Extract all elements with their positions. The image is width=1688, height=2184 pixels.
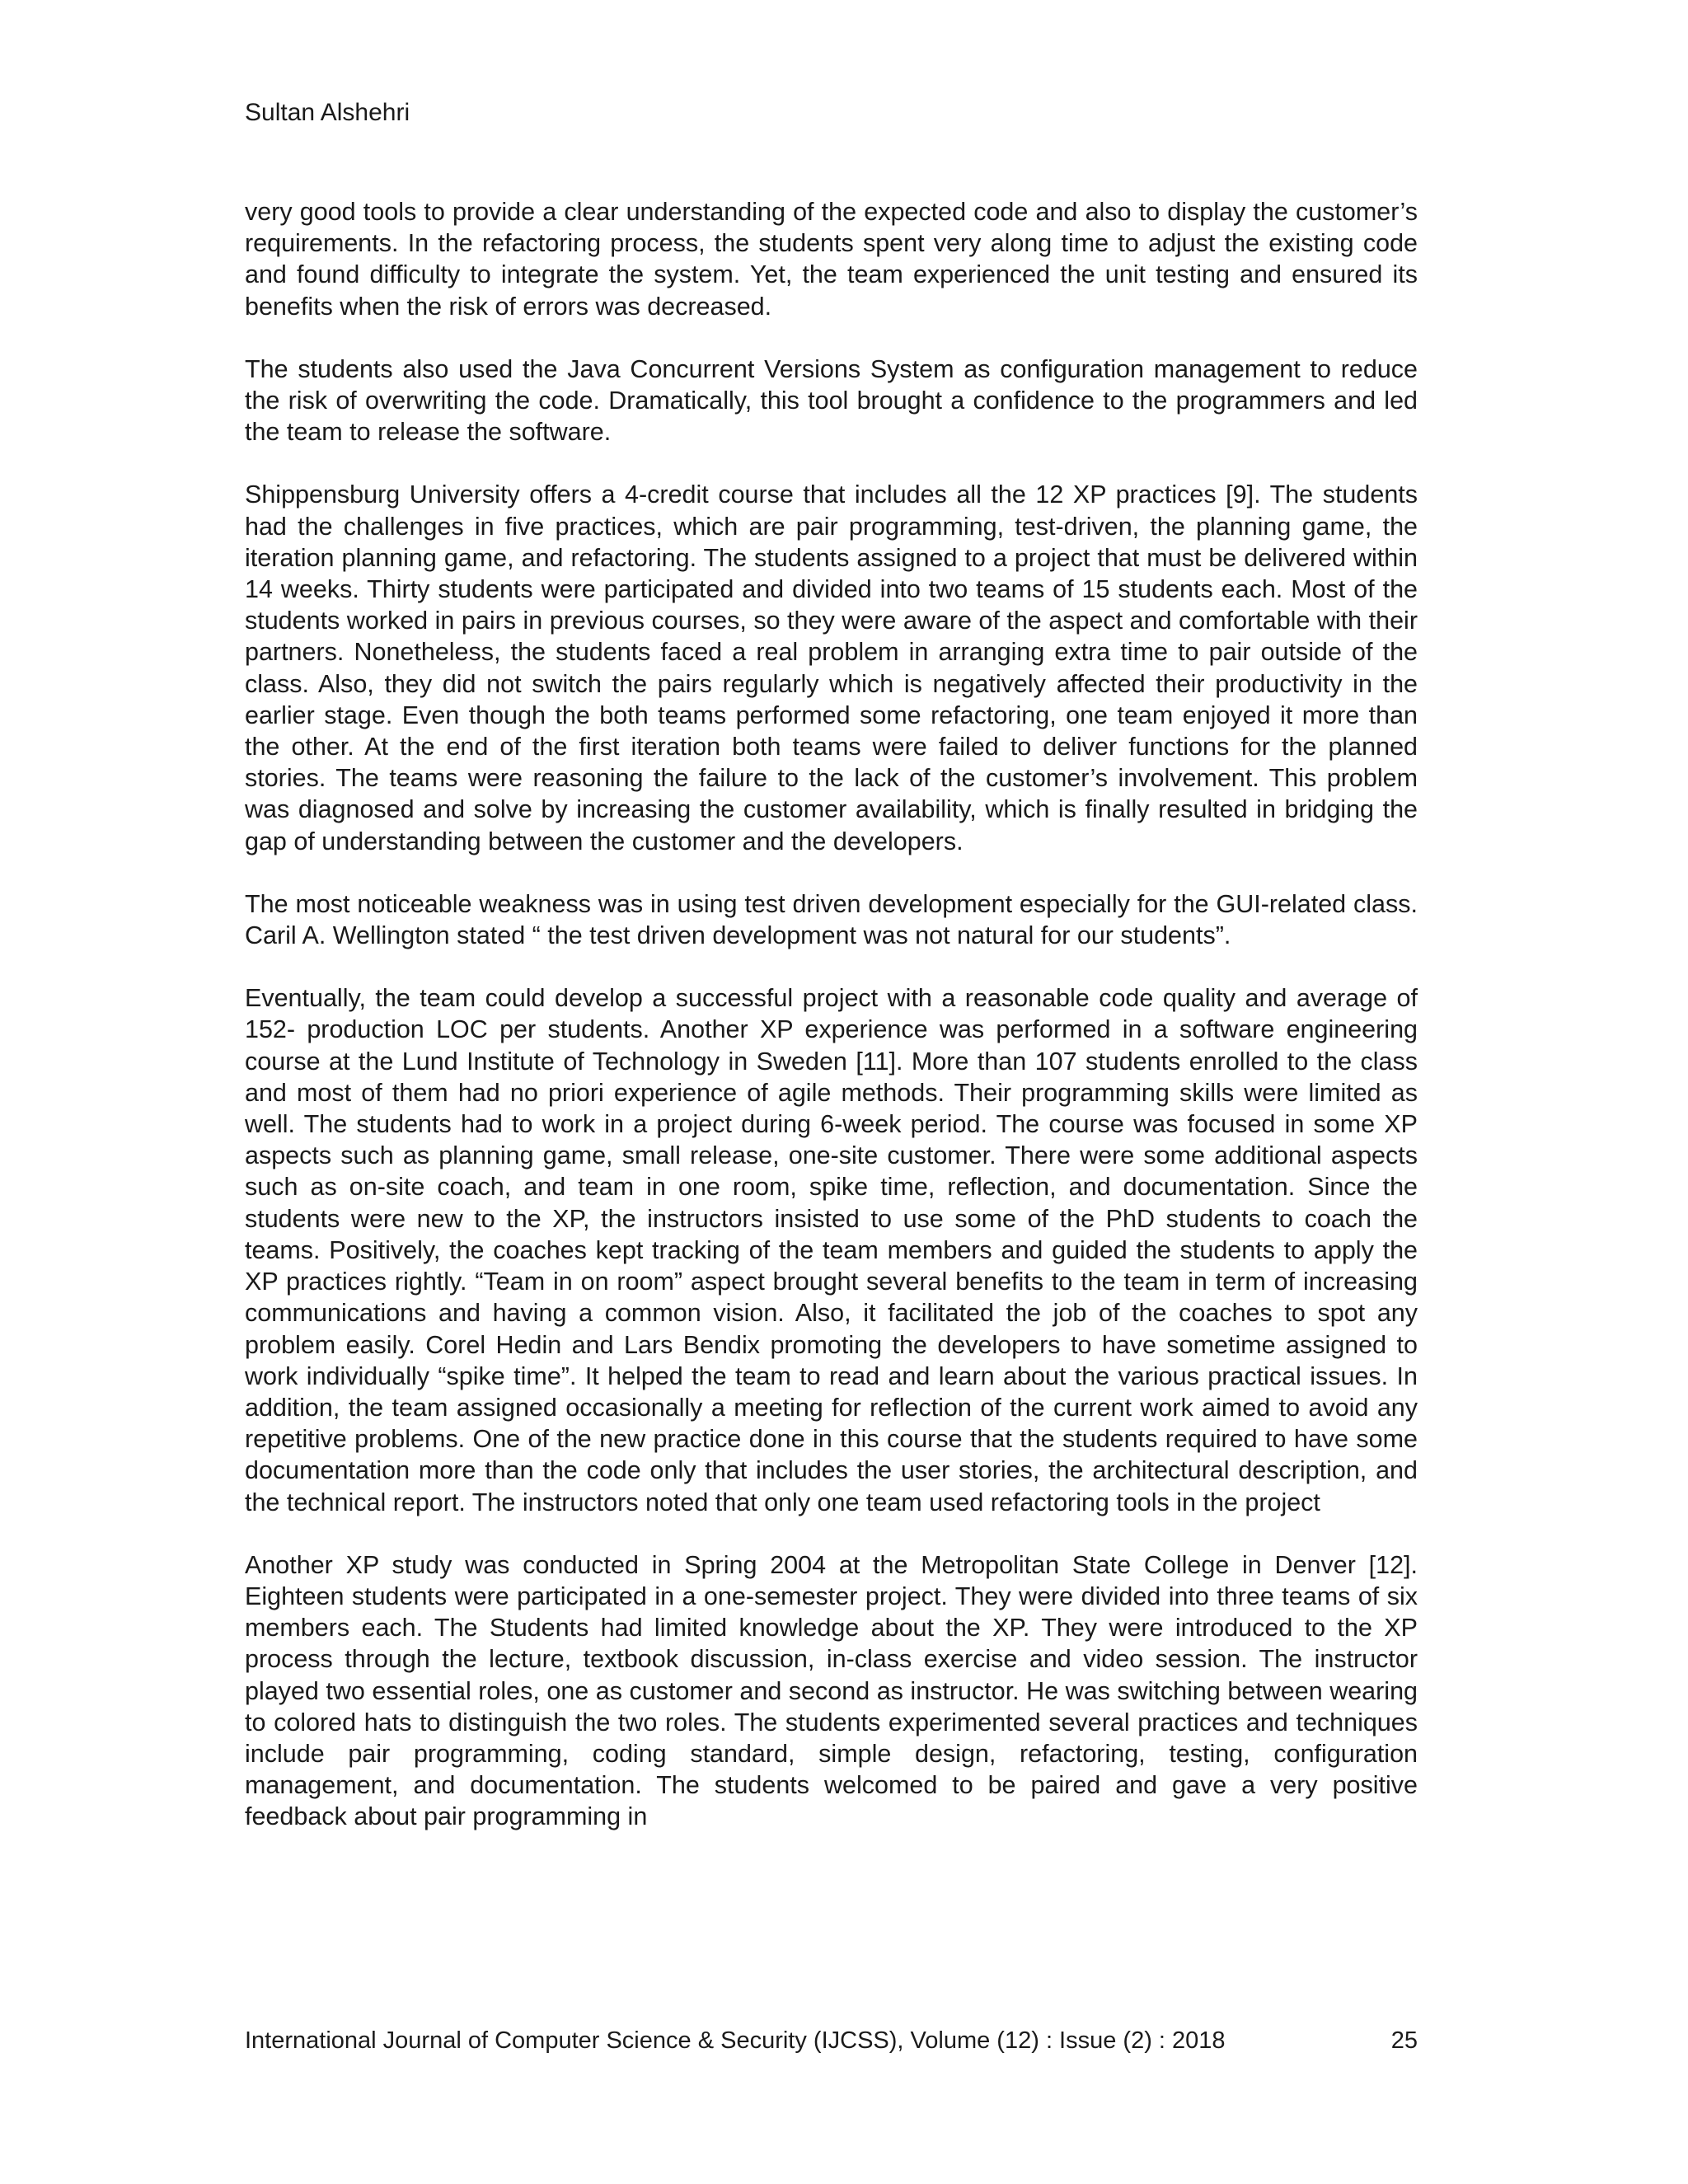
body-text [245,196,1418,1864]
footer-journal-citation: International Journal of Computer Science & Security (IJCSS), Volume (12) : Issue (2) : 2018 [245,2027,1226,2054]
footer-page-number: 25 [1390,2027,1418,2054]
paragraph: Shippensburg University offers a 4-credit course that includes all the 12 XP practices [9]. The students had the challenges in five practices, which are pair programming, test-driven, the planning game, the iteration planning game, and refactoring. The students assigned to a project that must be delivered within 14 weeks. Thirty students were participated and divided into two teams of 15 students each. Most of the students worked in pairs in previous courses, so they were aware of the aspect and comfortable with their partners. Nonetheless, the students faced a real problem in arranging extra time to pair outside of the class. Also, they did not switch the pairs regularly which is negatively affected their productivity in the earlier stage. Even though the both teams performed some refactoring, one team enjoyed it more than the other. At the end of the first iteration both teams were failed to deliver functions for the planned stories. The teams were reasoning the failure to the lack of the customer’s involvement. This problem was diagnosed and solve by increasing the customer availability, which is finally resulted in bridging the gap of understanding between the customer and the developers. [245,480,1418,855]
paragraph: The most noticeable weakness was in using test driven development especially for the GUI-related class. Caril A. Wellington stated “ the test driven development was not natural for our students”. [245,889,1418,950]
running-head-author: Sultan Alshehri [245,99,410,126]
paragraph: The students also used the Java Concurrent Versions System as configuration management to reduce the risk of overwriting the code. Dramatically, this tool brought a confidence to the programmers and led the team to release the software. [245,354,1418,447]
paragraph: Eventually, the team could develop a successful project with a reasonable code quality and average of 152- production LOC per students. Another XP experience was performed in a software engineering course at the Lund Institute of Technology in Sweden [11]. More than 107 students enrolled to the class and most of them had no priori experience of agile methods. Their programming skills were limited as well. The students had to work in a project during 6-week period. The course was focused in some XP aspects such as planning game, small release, one-site customer. There were some additional aspects such as on-site coach, and team in one room, spike time, reflection, and documentation. Since the students were new to the XP, the instructors insisted to use some of the PhD students to coach the teams. Positively, the coaches kept tracking of the team members and guided the students to apply the XP practices rightly. “Team in on room” aspect brought several benefits to the team in term of increasing communications and having a common vision. Also, it facilitated the job of the coaches to spot any problem easily. Corel Hedin and Lars Bendix promoting the developers to have sometime assigned to work individually “spike time”. It helped the team to read and learn about the various practical issues. In addition, the team assigned occasionally a meeting for reflection of the current work aimed to avoid any repetitive problems. One of the new practice done in this course that the students required to have some documentation more than the code only that includes the user stories, the architectural description, and the technical report. The instructors noted that only one team used refactoring tools in the project [245,984,1418,1516]
paragraph: very good tools to provide a clear understanding of the expected code and also to display the customer’s requirements. In the refactoring process, the students spent very along time to adjust the existing code and found difficulty to integrate the system. Yet, the team experienced the unit testing and ensured its benefits when the risk of errors was decreased. [245,198,1418,321]
paragraph: Another XP study was conducted in Spring 2004 at the Metropolitan State College in Denver [12]. Eighteen students were participated in a one-semester project. They were divided into three teams of six members each. The Students had limited knowledge about the XP. They were introduced to the XP process through the lecture, textbook discussion, in-class exercise and video session. The instructor played two essential roles, one as customer and second as instructor. He was switching between wearing to colored hats to distinguish the two roles. The students experimented several practices and techniques include pair programming, coding standard, simple design, refactoring, testing, configuration management, and documentation. The students welcomed to be paired and gave a very positive feedback about pair programming in [245,1550,1418,1831]
